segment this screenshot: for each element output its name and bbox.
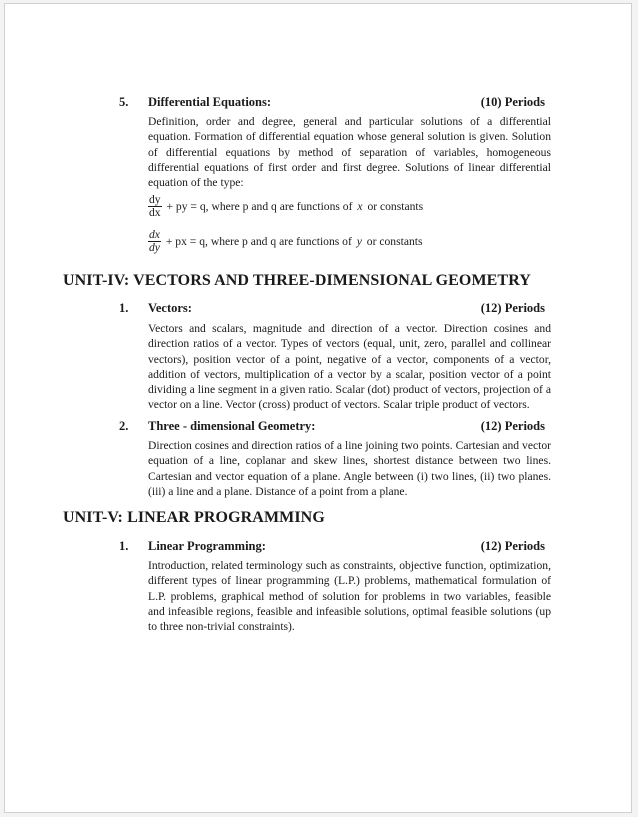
equation-1-tail: or constants (367, 200, 424, 213)
section-periods: (10) Periods (480, 95, 545, 109)
section-title: Linear Programming: (148, 539, 266, 553)
unit-4-heading: UNIT-IV: VECTORS AND THREE-DIMENSIONAL GEOMETRY (63, 272, 531, 289)
section-description: Direction cosines and direction ratios of a line joining two points. Cartesian and vector equation of a line, coplanar and skew lines, shortest distance between two lines. Cartesian and vector equation of a plane. Angle between (i) two lines, (ii) two planes. (iii) a line and a plane. Distance of a point from a plane. (148, 439, 551, 498)
section-title: Vectors: (148, 301, 192, 315)
equation-2-tail: or constants (366, 235, 423, 248)
section-number: 2. (119, 419, 129, 433)
section-number: 5. (119, 95, 129, 109)
section-periods: (12) Periods (480, 539, 545, 553)
section-title: Differential Equations: (148, 95, 272, 109)
section-description: Introduction, related terminology such as constraints, objective function, optimization, different types of linear programming (L.P.) problems, mathematical formulation of L.P. problems, graphical method of solution for problems in two variables, feasible and infeasible regions, feasible and infeasible solutions, optimal feasible solutions (up to three non-trivial constraints). (148, 559, 551, 634)
document-page (4, 3, 632, 813)
equation-1-numerator: dy (149, 193, 161, 206)
equation-2-denominator: dy (149, 241, 160, 254)
section-periods: (12) Periods (480, 301, 545, 315)
section-number: 1. (119, 539, 129, 553)
equation-2-text: + px = q, where p and q are functions of (165, 235, 352, 248)
section-title: Three - dimensional Geometry: (148, 419, 316, 433)
equation-1-text: + py = q, where p and q are functions of (166, 200, 353, 213)
equation-2-numerator: dx (149, 228, 160, 241)
equation-1-denominator: dx (149, 206, 161, 219)
section-description: Vectors and scalars, magnitude and direction of a vector. Direction cosines and direction ratios of a vector. Types of vectors (equal, unit, zero, parallel and collinear vectors), position vector of a point, negative of a vector, components of a vector, addition of vectors, multiplication of a vector by a scalar, position vector of a point dividing a line segment in a given ratio. Scalar (dot) product of vectors, projection of a vector on a line. Vector (cross) product of vectors. Scalar triple product of vectors. (148, 322, 551, 412)
section-number: 1. (119, 301, 129, 315)
equation-1 (148, 194, 423, 219)
section-periods: (12) Periods (480, 419, 545, 433)
section-description: Definition, order and degree, general and particular solutions of a differential equation. Formation of differential equation whose general solution is given. Solution of differential equations by method of separation of variables, homogeneous differential equations of first order and first degree. Solutions of linear differential equation of the type: (148, 115, 551, 190)
equation-2 (148, 229, 423, 254)
unit-5-heading: UNIT-V: LINEAR PROGRAMMING (63, 509, 325, 526)
equation-2-variable: y (356, 235, 362, 248)
equation-1-variable: x (357, 200, 363, 213)
